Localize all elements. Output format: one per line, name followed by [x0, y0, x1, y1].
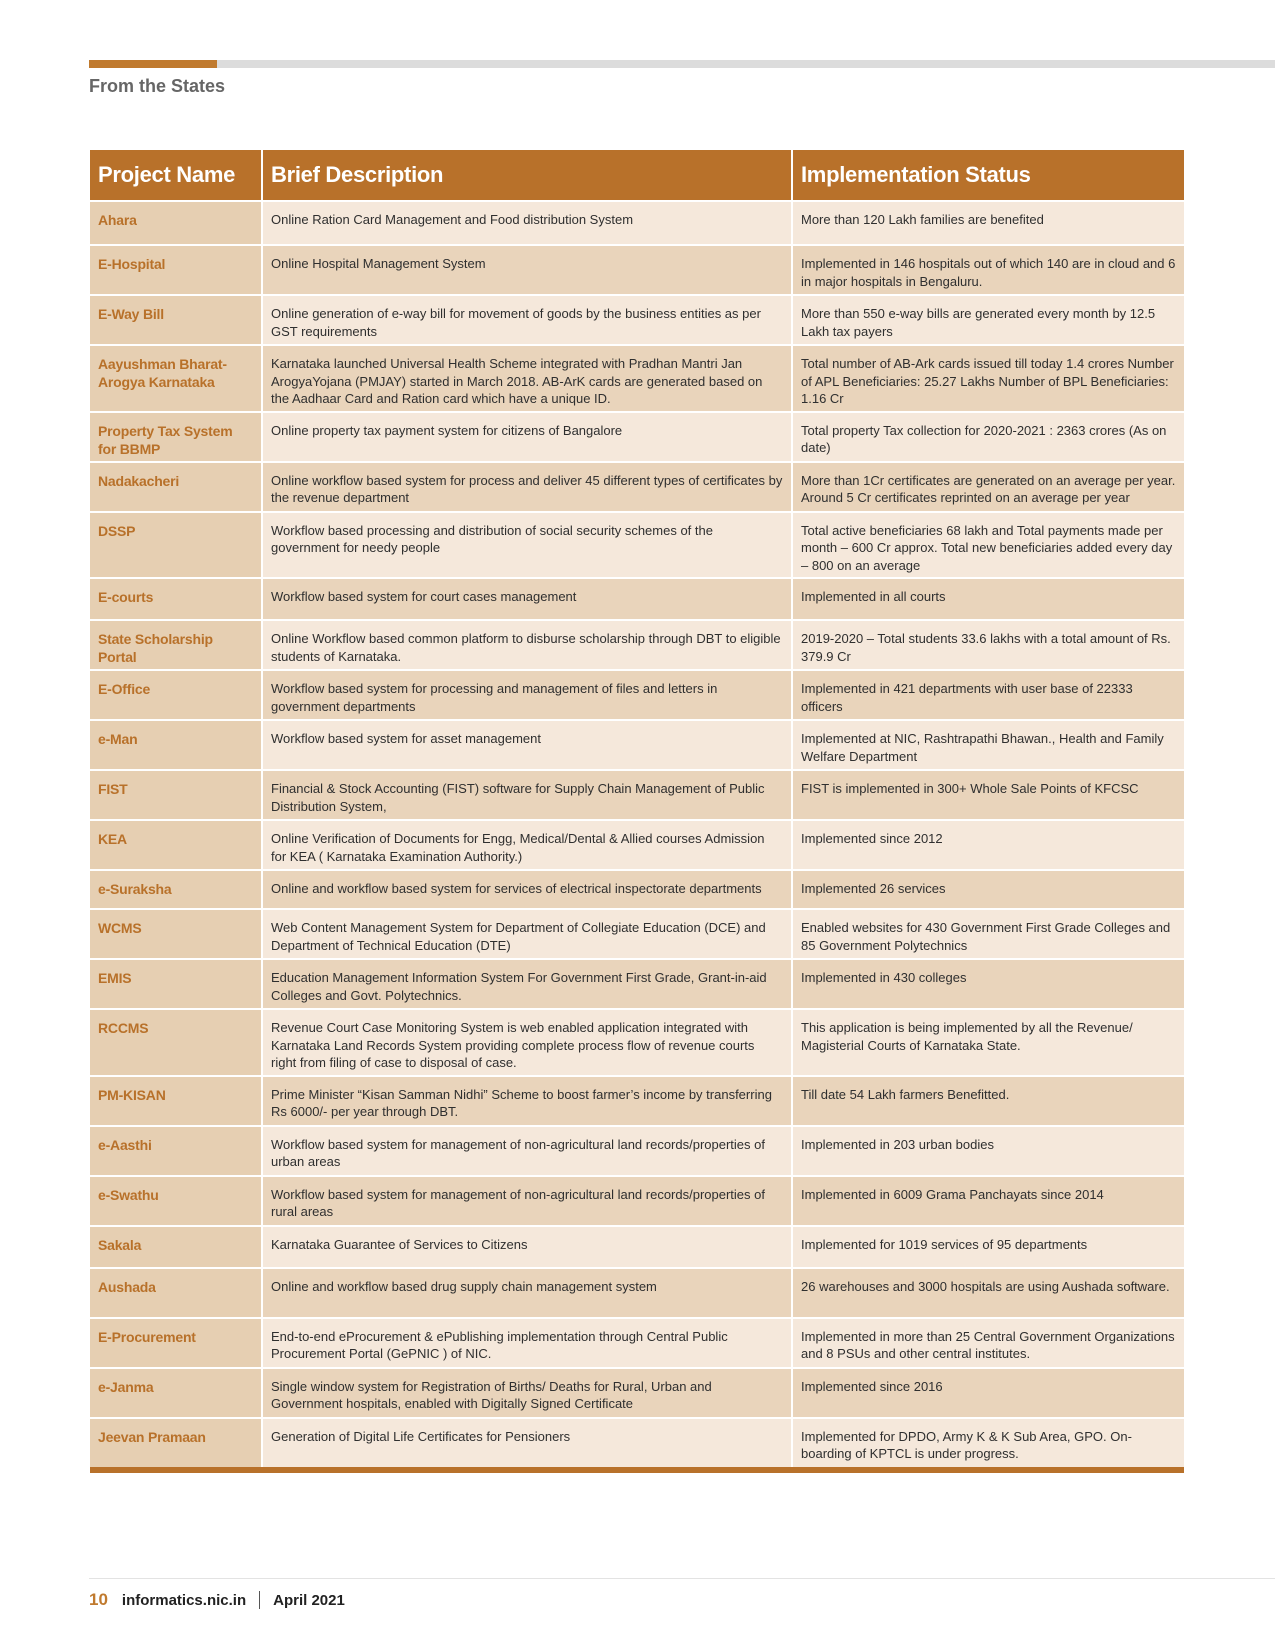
description-cell: Workflow based system for court cases management: [263, 577, 793, 619]
top-rule: [89, 60, 1275, 68]
description-cell: Online Hospital Management System: [263, 244, 793, 294]
table-row: [90, 1317, 1184, 1367]
description-cell: Workflow based system for management of non-agricultural land records/properties of rural areas: [263, 1175, 793, 1225]
table-bottom-bar: [90, 1467, 1184, 1473]
project-name-cell: E-Way Bill: [90, 294, 263, 344]
table-row: [90, 511, 1184, 578]
project-name-cell: E-Procurement: [90, 1317, 263, 1367]
table-row: [90, 200, 1184, 244]
project-name-cell: FIST: [90, 769, 263, 819]
column-header-status: Implementation Status: [793, 150, 1184, 200]
footer-separator: [259, 1591, 260, 1609]
table-body: [90, 200, 1184, 1467]
project-name-cell: E-Office: [90, 669, 263, 719]
table-row: [90, 869, 1184, 908]
description-cell: Online Workflow based common platform to disburse scholarship through DBT to eligible students of Karnataka.: [263, 619, 793, 669]
status-cell: This application is being implemented by all the Revenue/ Magisterial Courts of Karnataka State.: [793, 1008, 1184, 1075]
project-name-cell: E-courts: [90, 577, 263, 619]
footer: [89, 1590, 345, 1610]
description-cell: Financial & Stock Accounting (FIST) software for Supply Chain Management of Public Distribution System,: [263, 769, 793, 819]
project-name-cell: Ahara: [90, 200, 263, 244]
status-cell: Implemented since 2016: [793, 1367, 1184, 1417]
status-cell: 2019-2020 – Total students 33.6 lakhs with a total amount of Rs. 379.9 Cr: [793, 619, 1184, 669]
project-name-cell: e-Man: [90, 719, 263, 769]
table-row: [90, 1267, 1184, 1317]
status-cell: Implemented in all courts: [793, 577, 1184, 619]
section-title: From the States: [89, 76, 226, 96]
table-row: [90, 461, 1184, 511]
table-row: [90, 577, 1184, 619]
project-name-cell: KEA: [90, 819, 263, 869]
description-cell: Workflow based processing and distribution of social security schemes of the government for needy people: [263, 511, 793, 578]
project-name-cell: e-Suraksha: [90, 869, 263, 908]
description-cell: Karnataka launched Universal Health Scheme integrated with Pradhan Mantri Jan ArogyaYojana (PMJAY) started in March 2018. AB-ArK cards are generated based on the Aadhaar Card and Ration card which have a unique ID.: [263, 344, 793, 411]
status-cell: Implemented for DPDO, Army K & K Sub Area, GPO. On-boarding of KPTCL is under progress.: [793, 1417, 1184, 1467]
description-cell: Workflow based system for asset management: [263, 719, 793, 769]
status-cell: Implemented for 1019 services of 95 departments: [793, 1225, 1184, 1267]
description-cell: Workflow based system for processing and management of files and letters in government departments: [263, 669, 793, 719]
top-rule-accent: [89, 60, 217, 68]
description-cell: Revenue Court Case Monitoring System is web enabled application integrated with Karnataka Land Records System providing complete process flow of revenue courts right from filing of case to disposal of case.: [263, 1008, 793, 1075]
project-name-cell: DSSP: [90, 511, 263, 578]
project-name-cell: WCMS: [90, 908, 263, 958]
status-cell: Implemented at NIC, Rashtrapathi Bhawan., Health and Family Welfare Department: [793, 719, 1184, 769]
description-cell: Online Ration Card Management and Food distribution System: [263, 200, 793, 244]
project-name-cell: Jeevan Pramaan: [90, 1417, 263, 1467]
project-name-cell: Nadakacheri: [90, 461, 263, 511]
table-row: [90, 769, 1184, 819]
status-cell: Implemented in 146 hospitals out of which 140 are in cloud and 6 in major hospitals in Bengaluru.: [793, 244, 1184, 294]
project-name-cell: Sakala: [90, 1225, 263, 1267]
table-row: [90, 719, 1184, 769]
description-cell: Online and workflow based drug supply chain management system: [263, 1267, 793, 1317]
table-row: [90, 1367, 1184, 1417]
status-cell: Implemented in 421 departments with user base of 22333 officers: [793, 669, 1184, 719]
status-cell: 26 warehouses and 3000 hospitals are using Aushada software.: [793, 1267, 1184, 1317]
footer-date: April 2021: [273, 1591, 345, 1609]
status-cell: Implemented in 203 urban bodies: [793, 1125, 1184, 1175]
status-cell: Total number of AB-Ark cards issued till today 1.4 crores Number of APL Beneficiaries: 25.27 Lakhs Number of BPL Beneficiaries: 1.16 Cr: [793, 344, 1184, 411]
description-cell: Prime Minister “Kisan Samman Nidhi” Scheme to boost farmer’s income by transferring Rs 6000/- per year through DBT.: [263, 1075, 793, 1125]
projects-table: [90, 150, 1184, 1467]
project-name-cell: Aayushman Bharat-Arogya Karnataka: [90, 344, 263, 411]
description-cell: Online generation of e-way bill for movement of goods by the business entities as per GST requirements: [263, 294, 793, 344]
projects-table-wrap: [90, 150, 1184, 1473]
status-cell: Enabled websites for 430 Government First Grade Colleges and 85 Government Polytechnics: [793, 908, 1184, 958]
description-cell: Online Verification of Documents for Engg, Medical/Dental & Allied courses Admission for KEA ( Karnataka Examination Authority.): [263, 819, 793, 869]
footer-rule: [89, 1578, 1275, 1579]
project-name-cell: Property Tax System for BBMP: [90, 411, 263, 461]
project-name-cell: E-Hospital: [90, 244, 263, 294]
table-row: [90, 819, 1184, 869]
table-row: [90, 411, 1184, 461]
status-cell: More than 550 e-way bills are generated every month by 12.5 Lakh tax payers: [793, 294, 1184, 344]
description-cell: Web Content Management System for Department of Collegiate Education (DCE) and Department of Technical Education (DTE): [263, 908, 793, 958]
table-row: [90, 1008, 1184, 1075]
table-row: [90, 1125, 1184, 1175]
table-row: [90, 344, 1184, 411]
description-cell: Karnataka Guarantee of Services to Citizens: [263, 1225, 793, 1267]
status-cell: More than 120 Lakh families are benefited: [793, 200, 1184, 244]
table-row: [90, 908, 1184, 958]
description-cell: Education Management Information System For Government First Grade, Grant-in-aid Colleges and Govt. Polytechnics.: [263, 958, 793, 1008]
table-row: [90, 669, 1184, 719]
status-cell: Implemented 26 services: [793, 869, 1184, 908]
description-cell: Online and workflow based system for services of electrical inspectorate departments: [263, 869, 793, 908]
status-cell: Implemented since 2012: [793, 819, 1184, 869]
description-cell: End-to-end eProcurement & ePublishing implementation through Central Public Procurement Portal (GePNIC ) of NIC.: [263, 1317, 793, 1367]
project-name-cell: PM-KISAN: [90, 1075, 263, 1125]
project-name-cell: e-Janma: [90, 1367, 263, 1417]
table-row: [90, 1175, 1184, 1225]
status-cell: FIST is implemented in 300+ Whole Sale Points of KFCSC: [793, 769, 1184, 819]
status-cell: Total active beneficiaries 68 lakh and Total payments made per month – 600 Cr approx. Total new beneficiaries added every day – 800 on an average: [793, 511, 1184, 578]
project-name-cell: e-Aasthi: [90, 1125, 263, 1175]
status-cell: Implemented in 430 colleges: [793, 958, 1184, 1008]
table-header-row: [90, 150, 1184, 200]
status-cell: Implemented in more than 25 Central Government Organizations and 8 PSUs and other central institutes.: [793, 1317, 1184, 1367]
status-cell: Till date 54 Lakh farmers Benefitted.: [793, 1075, 1184, 1125]
description-cell: Generation of Digital Life Certificates for Pensioners: [263, 1417, 793, 1467]
status-cell: Implemented in 6009 Grama Panchayats since 2014: [793, 1175, 1184, 1225]
column-header-description: Brief Description: [263, 150, 793, 200]
table-row: [90, 1417, 1184, 1467]
column-header-project-name: Project Name: [90, 150, 263, 200]
description-cell: Online property tax payment system for citizens of Bangalore: [263, 411, 793, 461]
table-row: [90, 1075, 1184, 1125]
status-cell: More than 1Cr certificates are generated on an average per year. Around 5 Cr certificates reprinted on an average per year: [793, 461, 1184, 511]
table-row: [90, 958, 1184, 1008]
description-cell: Workflow based system for management of non-agricultural land records/properties of urban areas: [263, 1125, 793, 1175]
table-row: [90, 244, 1184, 294]
project-name-cell: EMIS: [90, 958, 263, 1008]
footer-site: informatics.nic.in: [121, 1591, 247, 1609]
table-row: [90, 294, 1184, 344]
page-number: 10: [89, 1590, 108, 1609]
status-cell: Total property Tax collection for 2020-2021 : 2363 crores (As on date): [793, 411, 1184, 461]
description-cell: Single window system for Registration of Births/ Deaths for Rural, Urban and Government hospitals, enabled with Digitally Signed Certificate: [263, 1367, 793, 1417]
project-name-cell: RCCMS: [90, 1008, 263, 1075]
table-row: [90, 619, 1184, 669]
project-name-cell: State Scholarship Portal: [90, 619, 263, 669]
project-name-cell: e-Swathu: [90, 1175, 263, 1225]
project-name-cell: Aushada: [90, 1267, 263, 1317]
description-cell: Online workflow based system for process and deliver 45 different types of certificates by the revenue department: [263, 461, 793, 511]
table-row: [90, 1225, 1184, 1267]
